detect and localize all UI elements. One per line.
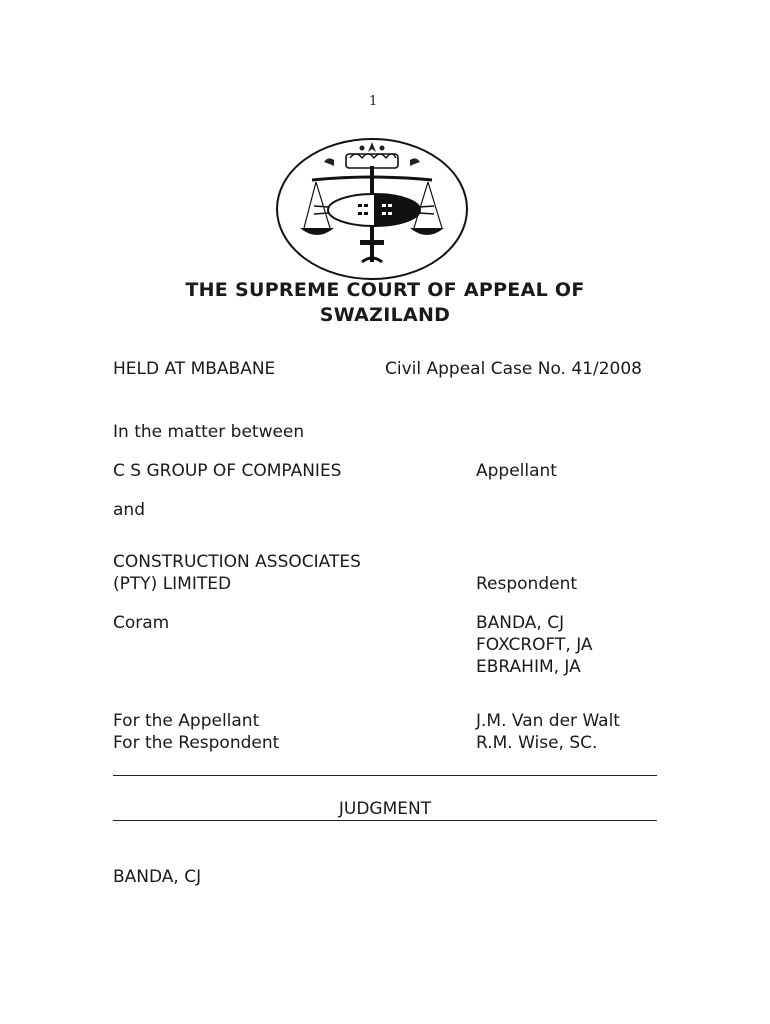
counsel-name-appellant: J.M. Van der Walt xyxy=(476,711,620,731)
appellant-name: C S GROUP OF COMPANIES xyxy=(113,461,342,481)
court-title-line2: SWAZILAND xyxy=(319,304,451,326)
judgment-heading: JUDGMENT xyxy=(338,799,432,819)
held-at: HELD AT MBABANE xyxy=(113,359,276,379)
court-title xyxy=(100,278,670,328)
coram-judge: FOXCROFT, JA xyxy=(476,635,593,655)
judgment-author: BANDA, CJ xyxy=(113,867,202,887)
appellant-role: Appellant xyxy=(476,461,557,481)
coram-judge: EBRAHIM, JA xyxy=(476,657,581,677)
respondent-name-line1: CONSTRUCTION ASSOCIATES xyxy=(113,552,361,572)
respondent-role: Respondent xyxy=(476,574,578,594)
divider-top xyxy=(113,775,657,776)
matter-intro: In the matter between xyxy=(113,422,305,442)
counsel-name-respondent: R.M. Wise, SC. xyxy=(476,733,598,753)
page-number: 1 xyxy=(369,94,378,109)
case-number: Civil Appeal Case No. 41/2008 xyxy=(385,359,642,379)
divider-bottom xyxy=(113,820,657,821)
court-title-line1: THE SUPREME COURT OF APPEAL OF xyxy=(185,279,585,301)
counsel-label-appellant: For the Appellant xyxy=(113,711,260,731)
coram-label: Coram xyxy=(113,613,170,633)
coram-judge: BANDA, CJ xyxy=(476,613,565,633)
respondent-name-line2: (PTY) LIMITED xyxy=(113,574,232,594)
court-emblem-icon xyxy=(274,136,470,282)
counsel-label-respondent: For the Respondent xyxy=(113,733,280,753)
conjunction: and xyxy=(113,500,145,520)
